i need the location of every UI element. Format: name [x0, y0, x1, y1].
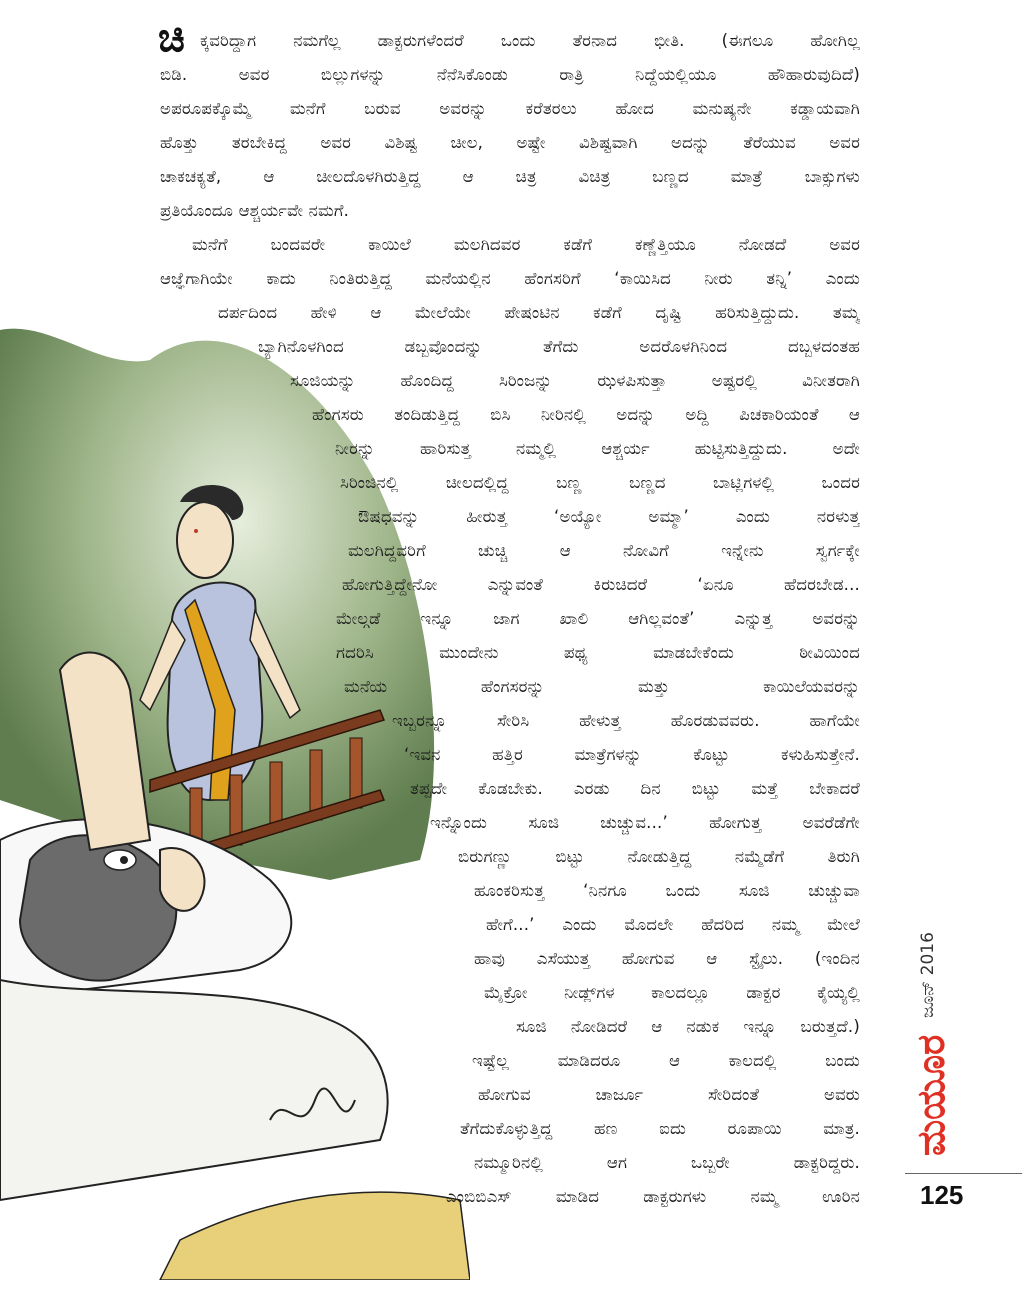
- drop-cap: ಚಿ: [158, 14, 185, 61]
- article-line: ಹೇಗೆ...’ ಎಂದು ಮೊದಲೇ ಹೆದರಿದ ನಮ್ಮ ಮೇಲೆ: [486, 915, 860, 934]
- article-line: ಮೇಲ್ಗಡೆ ಇನ್ನೂ ಜಾಗ ಖಾಲಿ ಆಗಿಲ್ಲವಂತೆ’ ಎನ್ನುತ್ತ ಅವರನ್ನು: [336, 609, 860, 628]
- article-line: ಹೂಂಕರಿಸುತ್ತ ‘ನಿನಗೂ ಒಂದು ಸೂಜಿ ಚುಚ್ಚುವಾ: [474, 881, 860, 900]
- article-line: ತಪ್ಪದೇ ಕೊಡಬೇಕು. ಎರಡು ದಿನ ಬಿಟ್ಟು ಮತ್ತೆ ಬೇಕಾದರೆ: [410, 779, 860, 798]
- folio-divider: [905, 1173, 1022, 1174]
- article-line: ಹಾವು ಎಸೆಯುತ್ತ ಹೋಗುವ ಆ ಸ್ಟೈಲು. (ಇಂದಿನ: [474, 949, 860, 968]
- article-line: ಸಿರಿಂಜಿನಲ್ಲಿ ಚೀಲದಲ್ಲಿದ್ದ ಬಣ್ಣ ಬಣ್ಣದ ಬಾಟ್ಲಿಗಳಲ್ಲಿ ಒಂದರ: [340, 473, 860, 492]
- article-line: ಇಷ್ಟೆಲ್ಲ ಮಾಡಿದರೂ ಆ ಕಾಲದಲ್ಲಿ ಬಂದು: [472, 1051, 860, 1070]
- article-line: ಕ್ಕವರಿದ್ದಾಗ ನಮಗೆಲ್ಲ ಡಾಕ್ಟರುಗಳೆಂದರೆ ಒಂದು ತೆರನಾದ ಭೀತಿ. (ಈಗಲೂ ಹೋಗಿಲ್ಲ: [200, 31, 860, 50]
- article-line: ಮಲಗಿದ್ದವರಿಗೆ ಚುಚ್ಚಿ ಆ ನೋವಿಗೆ ಇನ್ನೇನು ಸ್ವರ್ಗಕ್ಕೇ: [348, 541, 860, 560]
- article-line: ಆಜ್ಞೆಗಾಗಿಯೇ ಕಾದು ನಿಂತಿರುತ್ತಿದ್ದ ಮನೆಯಲ್ಲಿನ ಹೆಂಗಸರಿಗೆ ‘ಕಾಯಿಸಿದ ನೀರು ತನ್ನಿ’ ಎಂದು: [160, 269, 860, 288]
- issue-date: ಜೂನ್ 2016: [918, 932, 938, 1018]
- article-line: ಸೂಜಿ ನೋಡಿದರೆ ಆ ನಡುಕ ಇನ್ನೂ ಬರುತ್ತದೆ.): [516, 1017, 860, 1036]
- magazine-masthead: ಮಯೂರ: [909, 1034, 953, 1156]
- article-line: ದರ್ಪದಿಂದ ಹೇಳಿ ಆ ಮೇಲೆಯೇ ಪೇಷಂಟಿನ ಕಡೆಗೆ ದೃಷ್ಟಿ ಹರಿಸುತ್ತಿದ್ದುದು. ತಮ್ಮ: [218, 303, 860, 322]
- article-line: ಔಷಧವನ್ನು ಹೀರುತ್ತ ‘ಅಯ್ಯೋ ಅಮ್ಮಾ’ ಎಂದು ನರಳುತ್ತ: [358, 507, 860, 526]
- article-line: ಹೊತ್ತು ತರಬೇಕಿದ್ದ ಅವರ ವಿಶಿಷ್ಟ ಚೀಲ, ಅಷ್ಟೇ ವಿಶಿಷ್ಟವಾಗಿ ಅದನ್ನು ತೆರೆಯುವ ಅವರ: [160, 133, 860, 152]
- article-line: ಚಾಕಚಕ್ಯತೆ, ಆ ಚೀಲದೊಳಗಿರುತ್ತಿದ್ದ ಆ ಚಿತ್ರ ವಿಚಿತ್ರ ಬಣ್ಣದ ಮಾತ್ರೆ ಬಾಕ್ಸುಗಳು: [160, 167, 860, 186]
- article-line: ಮನೆಗೆ ಬಂದವರೇ ಕಾಯಿಲೆ ಮಲಗಿದವರ ಕಡೆಗೆ ಕಣ್ಣೆತ್ತಿಯೂ ನೋಡದೆ ಅವರ: [192, 235, 860, 254]
- page-number: 125: [920, 1180, 964, 1210]
- article-line: ಹೋಗುವ ಚಾರ್ಜೂ ಸೇರಿದಂತೆ ಅವರು: [478, 1085, 860, 1104]
- article-line: ತೆಗೆದುಕೊಳ್ಳುತ್ತಿದ್ದ ಹಣ ಐದು ರೂಪಾಯಿ ಮಾತ್ರ.: [460, 1119, 860, 1138]
- article-line: ಬಿಡಿ. ಅವರ ಬಿಲ್ಲುಗಳನ್ನು ನೆನೆಸಿಕೊಂಡು ರಾತ್ರಿ ನಿದ್ದೆಯಲ್ಲಿಯೂ ಹೌಹಾರುವುದಿದೆ): [160, 65, 860, 84]
- article-line: ಇನ್ನೊಂದು ಸೂಜಿ ಚುಚ್ಚುವ...’ ಹೋಗುತ್ತ ಅವರೆಡೆಗೇ: [430, 813, 860, 832]
- article-line: ಪ್ರತಿಯೊಂದೂ ಆಶ್ಚರ್ಯವೇ ನಮಗೆ.: [160, 201, 350, 220]
- article-line: ಹೆಂಗಸರು ತಂದಿಡುತ್ತಿದ್ದ ಬಿಸಿ ನೀರಿನಲ್ಲಿ ಅದನ್ನು ಅದ್ದಿ ಪಿಚಕಾರಿಯಂತೆ ಆ: [312, 405, 860, 424]
- article-line: ಇಬ್ಬರನ್ನೂ ಸೇರಿಸಿ ಹೇಳುತ್ತ ಹೊರಡುವವರು. ಹಾಗೆಯೇ: [392, 711, 860, 730]
- article-line: ಎಂಬಿಬಿಎಸ್ ಮಾಡಿದ ಡಾಕ್ಟರುಗಳು ನಮ್ಮ ಊರಿನ: [446, 1187, 860, 1206]
- article-line: ನೀರನ್ನು ಹಾರಿಸುತ್ತ ನಮ್ಮಲ್ಲಿ ಆಶ್ಚರ್ಯ ಹುಟ್ಟಿಸುತ್ತಿದ್ದುದು. ಅದೇ: [335, 439, 860, 458]
- article-line: ಅಪರೂಪಕ್ಕೊಮ್ಮೆ ಮನೆಗೆ ಬರುವ ಅವರನ್ನು ಕರೆತರಲು ಹೋದ ಮನುಷ್ಯನೇ ಕಡ್ಡಾಯವಾಗಿ: [160, 99, 860, 118]
- article-line: ಸೂಜಿಯನ್ನು ಹೊಂದಿದ್ದ ಸಿರಿಂಜನ್ನು ಝಳಪಿಸುತ್ತಾ ಅಷ್ಟರಲ್ಲಿ ವಿನೀತರಾಗಿ: [290, 371, 860, 390]
- article-line: ಬ್ಯಾಗಿನೊಳಗಿಂದ ಡಬ್ಬವೊಂದನ್ನು ತೆಗೆದು ಅದರೊಳಗಿನಿಂದ ದಬ್ಬಳದಂತಹ: [258, 337, 860, 356]
- article-line: ಮೈಕ್ರೋ ನೀಡ್ಲ್‌ಗಳ ಕಾಲದಲ್ಲೂ ಡಾಕ್ಟರ ಕೈಯ್ಯಲ್ಲಿ: [484, 983, 860, 1002]
- article-line: ಮನೆಯ ಹೆಂಗಸರನ್ನು ಮತ್ತು ಕಾಯಿಲೆಯವರನ್ನು: [344, 677, 860, 696]
- article-line: ನಮ್ಮೂರಿನಲ್ಲಿ ಆಗ ಒಬ್ಬರೇ ಡಾಕ್ಟರಿದ್ದರು.: [474, 1153, 860, 1172]
- article-line: ಹೋಗುತ್ತಿದ್ದೇನೋ ಎನ್ನುವಂತೆ ಕಿರುಚಿದರೆ ‘ಏನೂ ಹೆದರಬೇಡ...: [342, 575, 860, 594]
- article-line: ಗದರಿಸಿ ಮುಂದೇನು ಪಥ್ಯ ಮಾಡಬೇಕೆಂದು ಠೀವಿಯಿಂದ: [336, 643, 860, 662]
- article-line: ‘ಇವನ ಹತ್ತಿರ ಮಾತ್ರೆಗಳನ್ನು ಕೊಟ್ಟು ಕಳುಹಿಸುತ್ತೇನೆ.: [404, 745, 860, 764]
- article-line: ಬಿರುಗಣ್ಣು ಬಿಟ್ಟು ನೋಡುತ್ತಿದ್ದ ನಮ್ಮೆಡೆಗೆ ತಿರುಗಿ: [458, 847, 860, 866]
